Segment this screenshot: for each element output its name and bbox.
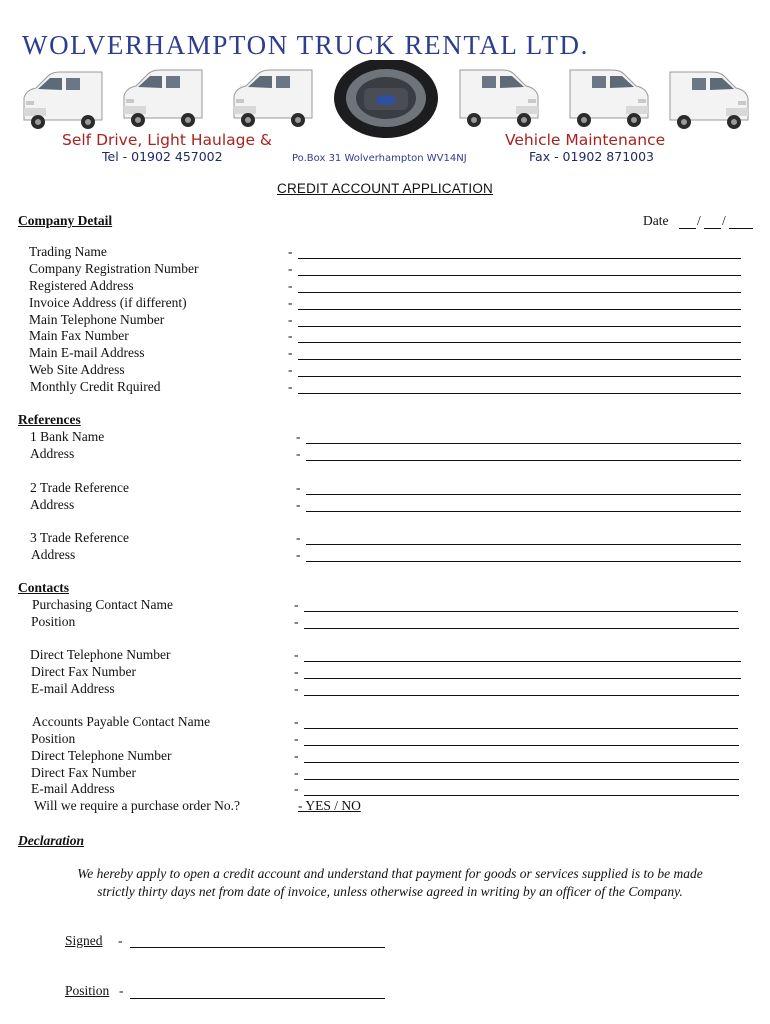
van-image-3 — [234, 70, 312, 127]
trade-reference-2-line[interactable] — [306, 494, 741, 495]
purchasing-telephone-line[interactable] — [304, 661, 741, 662]
accounts-contact-line[interactable] — [304, 728, 738, 729]
bank-address-line[interactable] — [306, 460, 741, 461]
field-label-main-fax: Main Fax Number — [29, 328, 129, 343]
tagline-right: Vehicle Maintenance — [505, 131, 666, 149]
registered-address-line[interactable] — [298, 292, 741, 293]
trade-address-2-line[interactable] — [306, 511, 741, 512]
website-line[interactable] — [298, 376, 741, 377]
po-box-address: Po.Box 31 Wolverhampton WV14NJ — [292, 153, 467, 164]
purchasing-contact-line[interactable] — [304, 611, 738, 612]
field-label-trade-address-3: Address — [31, 547, 76, 562]
purchasing-position-line[interactable] — [304, 628, 739, 629]
bank-name-line[interactable] — [306, 443, 741, 444]
accounts-email-line[interactable] — [304, 795, 739, 796]
field-label-purchasing-telephone: Direct Telephone Number — [30, 647, 171, 662]
van-image-2 — [124, 70, 202, 127]
position-dash: - — [119, 983, 124, 998]
field-label-purchase-order: Will we require a purchase order No.? — [34, 798, 240, 813]
field-label-bank-address: Address — [30, 446, 75, 461]
field-label-main-telephone: Main Telephone Number — [29, 312, 165, 327]
position-line[interactable] — [130, 998, 385, 999]
date-field[interactable]: / / — [679, 213, 753, 229]
tagline-left: Self Drive, Light Haulage & — [62, 131, 273, 149]
field-label-accounts-email: E-mail Address — [31, 781, 115, 796]
field-label-purchasing-position: Position — [31, 614, 76, 629]
position-label: Position — [65, 983, 110, 998]
trade-address-3-line[interactable] — [306, 561, 741, 562]
references-heading: References — [18, 412, 81, 427]
main-telephone-line[interactable] — [298, 326, 741, 327]
declaration-text-line-2: strictly thirty days net from date of invoice, unless otherwise agreed in writing by an officer of the Company. — [97, 884, 683, 899]
invoice-address-line[interactable] — [298, 309, 741, 310]
field-label-website: Web Site Address — [29, 362, 125, 377]
field-label-bank-name: 1 Bank Name — [30, 429, 105, 444]
trading-name-line[interactable] — [298, 258, 741, 259]
company-registration-line[interactable] — [298, 275, 741, 276]
field-label-invoice-address: Invoice Address (if different) — [29, 295, 187, 310]
company-name: WOLVERHAMPTON TRUCK RENTAL LTD. — [22, 30, 589, 60]
monthly-credit-line[interactable] — [298, 393, 741, 394]
field-label-purchasing-fax: Direct Fax Number — [31, 664, 136, 679]
signature-line[interactable] — [130, 947, 385, 948]
field-label-company-registration-number: Company Registration Number — [29, 261, 199, 276]
field-label-purchasing-contact: Purchasing Contact Name — [32, 597, 173, 612]
declaration-text-line-1: We hereby apply to open a credit account and understand that payment for goods or services supplied is to be made — [77, 866, 703, 881]
accounts-position-line[interactable] — [304, 745, 739, 746]
purchasing-fax-line[interactable] — [304, 678, 741, 679]
signed-label: Signed — [65, 933, 103, 948]
field-label-registered-address: Registered Address — [29, 278, 134, 293]
field-label-trade-reference-3: 3 Trade Reference — [30, 530, 129, 545]
field-label-monthly-credit: Monthly Credit Rquired — [30, 379, 161, 394]
main-fax-line[interactable] — [298, 342, 741, 343]
field-label-trading-name: Trading Name — [29, 244, 107, 259]
van-image-4 — [460, 70, 538, 127]
date-label: Date — [643, 213, 669, 228]
contacts-heading: Contacts — [18, 580, 69, 595]
field-label-accounts-payable-contact: Accounts Payable Contact Name — [32, 714, 211, 729]
telephone-number: Tel - 01902 457002 — [102, 149, 223, 164]
van-image-1 — [24, 72, 102, 129]
field-label-accounts-telephone: Direct Telephone Number — [31, 748, 172, 763]
fax-number: Fax - 01902 871003 — [529, 149, 655, 164]
accounts-fax-line[interactable] — [304, 779, 739, 780]
field-label-purchasing-email: E-mail Address — [31, 681, 115, 696]
field-label-accounts-fax: Direct Fax Number — [31, 765, 136, 780]
purchase-order-yes-no[interactable]: - YES / NO — [298, 798, 361, 813]
signed-dash: - — [118, 933, 123, 948]
purchasing-email-line[interactable] — [304, 695, 739, 696]
van-image-5 — [570, 70, 648, 127]
main-email-line[interactable] — [298, 359, 741, 360]
field-label-trade-reference-2: 2 Trade Reference — [30, 480, 129, 495]
form-title: CREDIT ACCOUNT APPLICATION — [277, 181, 493, 196]
field-label-main-email: Main E-mail Address — [29, 345, 145, 360]
trade-reference-3-line[interactable] — [306, 544, 741, 545]
field-label-trade-address-2: Address — [30, 497, 75, 512]
accounts-telephone-line[interactable] — [304, 762, 739, 763]
steering-wheel-image — [334, 60, 438, 138]
company-detail-heading: Company Detail — [18, 213, 113, 228]
declaration-heading: Declaration — [18, 833, 84, 848]
vehicle-banner-image — [20, 60, 752, 138]
van-image-6 — [670, 72, 748, 129]
field-label-accounts-position: Position — [31, 731, 76, 746]
